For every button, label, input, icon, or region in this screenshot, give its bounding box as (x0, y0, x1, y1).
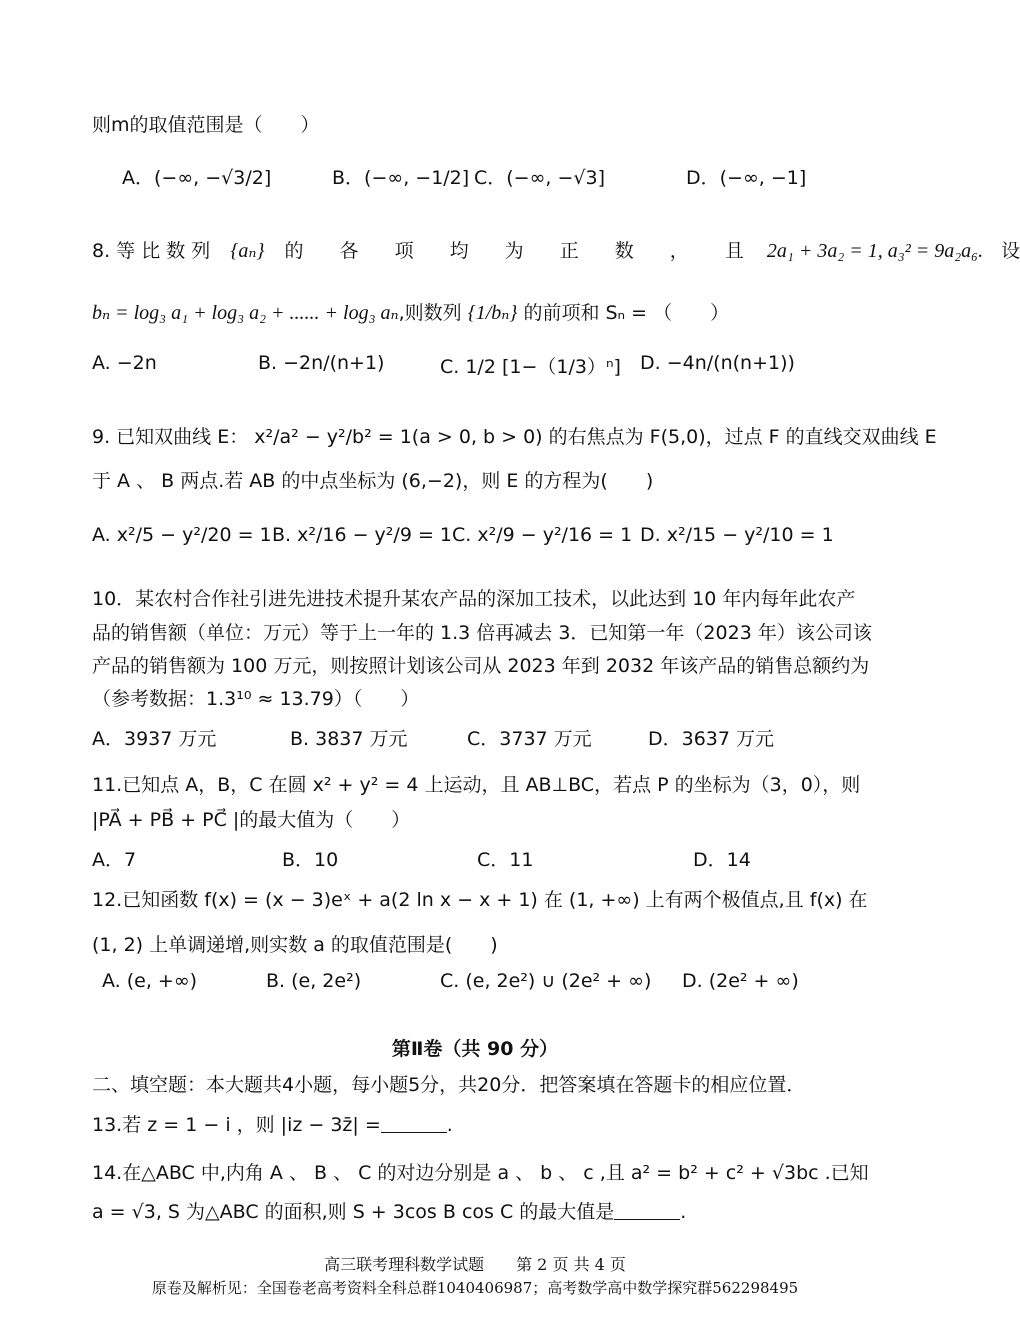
q11-line-1: 11.已知点 A，B，C 在圆 x² + y² = 4 上运动，且 AB⊥BC，若点 P 的坐标为（3，0），则 (92, 774, 861, 796)
q8-sequence: {aₙ} (230, 240, 265, 262)
q12-option-b: B. (e, 2e²) (266, 970, 362, 992)
q13-answer-blank (381, 1114, 447, 1133)
section-title: 第Ⅱ卷（共 90 分） (391, 1038, 559, 1060)
q12-line-1: 12.已知函数 f(x) = (x − 3)eˣ + a(2 ln x − x + 1) 在 (1, +∞) 上有两个极值点,且 f(x) 在 (92, 889, 868, 911)
q14-line-1: 14.在△ABC 中,内角 A 、 B 、 C 的对边分别是 a 、 b 、 c ,且 a² = b² + c² + √3bc .已知 (92, 1162, 869, 1184)
q7-tail: 则m的取值范围是（ ） (92, 114, 320, 136)
q11-option-d: D．14 (693, 849, 751, 871)
q8-condition: 2a₁ + 3a₂ = 1, a₃² = 9a₂a₆. (766, 240, 984, 262)
q14-text: a = √3, S 为△ABC 的面积,则 S + 3cos B cos C 的最大值是 (92, 1201, 615, 1223)
q9-option-a: A. x²/5 − y²/20 = 1 (92, 524, 272, 546)
q11-option-b: B．10 (282, 849, 339, 871)
q8-option-b: B. −2n/(n+1) (258, 352, 385, 374)
q9-line-2: 于 A 、 B 两点.若 AB 的中点坐标为 (6,−2)，则 E 的方程为( ) (92, 470, 654, 492)
q10-option-c: C．3737 万元 (467, 728, 592, 750)
q12-option-c: C. (e, 2e²) ∪ (2e² + ∞) (440, 970, 652, 992)
q8-suffix: 设 (1001, 240, 1020, 262)
q11-option-a: A．7 (92, 849, 137, 871)
source-note: 原卷及解析见：全国卷老高考资料全科总群1040406987；高考数学高中数学探究群562298495 (151, 1279, 799, 1297)
q10-option-a: A．3937 万元 (92, 728, 217, 750)
q8-prefix: 8. 等 比 数 列 (92, 240, 211, 262)
q8-reciprocal-sequence: {1/bₙ} (467, 302, 518, 324)
q9-option-c: C. x²/9 − y²/16 = 1 (452, 524, 633, 546)
q13-end: . (446, 1114, 453, 1136)
q10-line-2: 品的销售额（单位：万元）等于上一年的 1.3 倍再减去 3．已知第一年（2023 年）该公司该 (92, 622, 872, 644)
q10-line-4: （参考数据：1.3¹⁰ ≈ 13.79）（ ） (92, 688, 420, 710)
q12-option-a: A. (e, +∞) (102, 970, 198, 992)
q9-option-b: B. x²/16 − y²/9 = 1 (272, 524, 452, 546)
q7-option-b: B．(−∞, −1/2] (332, 167, 470, 189)
q12-option-d: D. (2e² + ∞) (682, 970, 799, 992)
q11-option-c: C．11 (477, 849, 534, 871)
q8-option-a: A. −2n (92, 352, 157, 374)
q14-end: . (680, 1201, 687, 1223)
q10-option-d: D．3637 万元 (648, 728, 775, 750)
q14-answer-blank (614, 1201, 680, 1220)
q10-line-3: 产品的销售额为 100 万元，则按照计划该公司从 2023 年到 2032 年该产品的销售总额约为 (92, 655, 870, 677)
q8-line2-text: ,则数列 (398, 302, 462, 324)
q8-line2-end: 的前项和 Sₙ = （ ） (523, 302, 730, 324)
q8-line-1 (92, 236, 1020, 263)
q10-option-b: B. 3837 万元 (290, 728, 408, 750)
q12-line-2: (1, 2) 上单调递增,则实数 a 的取值范围是( ) (92, 934, 498, 956)
q7-option-d: D．(−∞, −1] (686, 167, 807, 189)
q7-option-c: C．(−∞, −√3] (474, 167, 606, 189)
q9-option-d: D. x²/15 − y²/10 = 1 (640, 524, 834, 546)
q11-line-2: |PA⃗ + PB⃗ + PC⃗ |的最大值为（ ） (92, 809, 411, 831)
q8-line-2 (92, 298, 729, 325)
q14-line-2 (92, 1197, 686, 1224)
q13-text: 13.若 z = 1 − i ，则 |iz − 3z̄| = (92, 1114, 381, 1136)
q8-option-c: C. 1/2 [1−（1/3）ⁿ] (440, 356, 621, 378)
q10-line-1: 10．某农村合作社引进先进技术提升某农产品的深加工技术，以此达到 10 年内每年此农产 (92, 588, 856, 610)
q8-mid: 的 各 项 均 为 正 数 ， 且 (284, 240, 759, 262)
q8-bn-expression: bₙ = log₃ a₁ + log₃ a₂ + ...... + log₃ aₙ (92, 302, 399, 324)
q9-line-1: 9. 已知双曲线 E： x²/a² − y²/b² = 1(a > 0, b > 0) 的右焦点为 F(5,0)，过点 F 的直线交双曲线 E (92, 426, 937, 448)
fill-in-intro: 二、填空题：本大题共4小题，每小题5分，共20分．把答案填在答题卡的相应位置． (92, 1074, 806, 1096)
page-footer: 高三联考理科数学试题 第 2 页 共 4 页 (324, 1255, 626, 1274)
q7-option-a: A．(−∞, −√3/2] (122, 167, 272, 189)
q8-option-d: D. −4n/(n(n+1)) (640, 352, 795, 374)
q13-line (92, 1110, 453, 1137)
